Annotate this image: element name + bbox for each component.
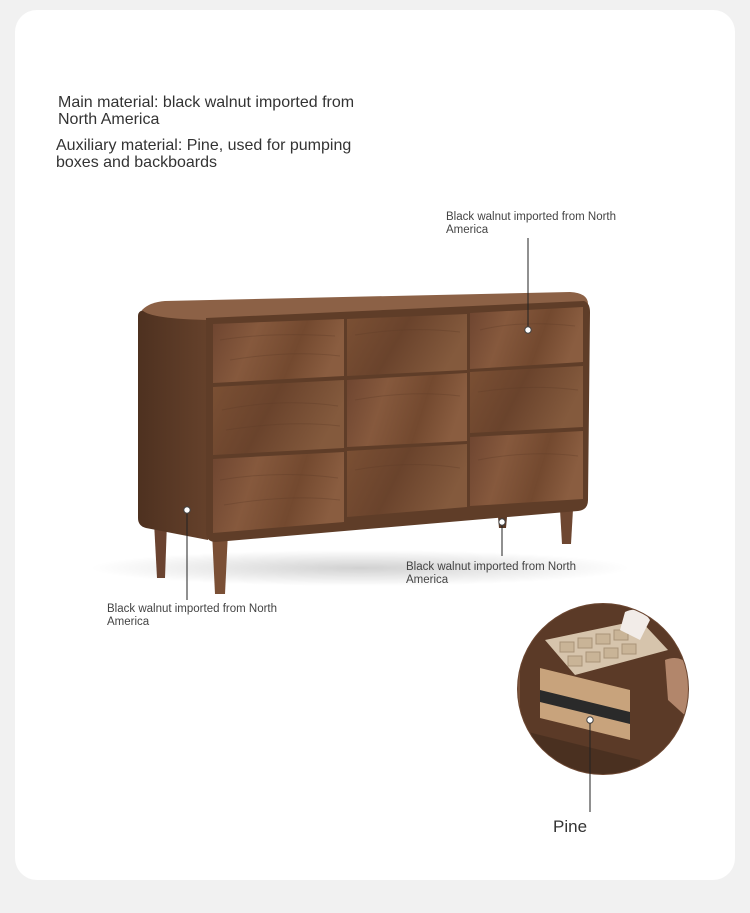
callout-side-panel: Black walnut imported from North America <box>107 603 278 628</box>
dresser-side-panel <box>138 310 208 540</box>
drawer-detail-zoom <box>510 600 700 812</box>
callout-leg: Black walnut imported from North America <box>406 561 577 586</box>
callout-pine: Pine <box>553 817 588 836</box>
main-material-text: Main material: black walnut imported from North America <box>58 94 355 128</box>
callout-top-drawer: Black walnut imported from North America <box>446 211 617 236</box>
auxiliary-material-text: Auxiliary material: Pine, used for pumping boxes and backboards <box>56 137 352 171</box>
